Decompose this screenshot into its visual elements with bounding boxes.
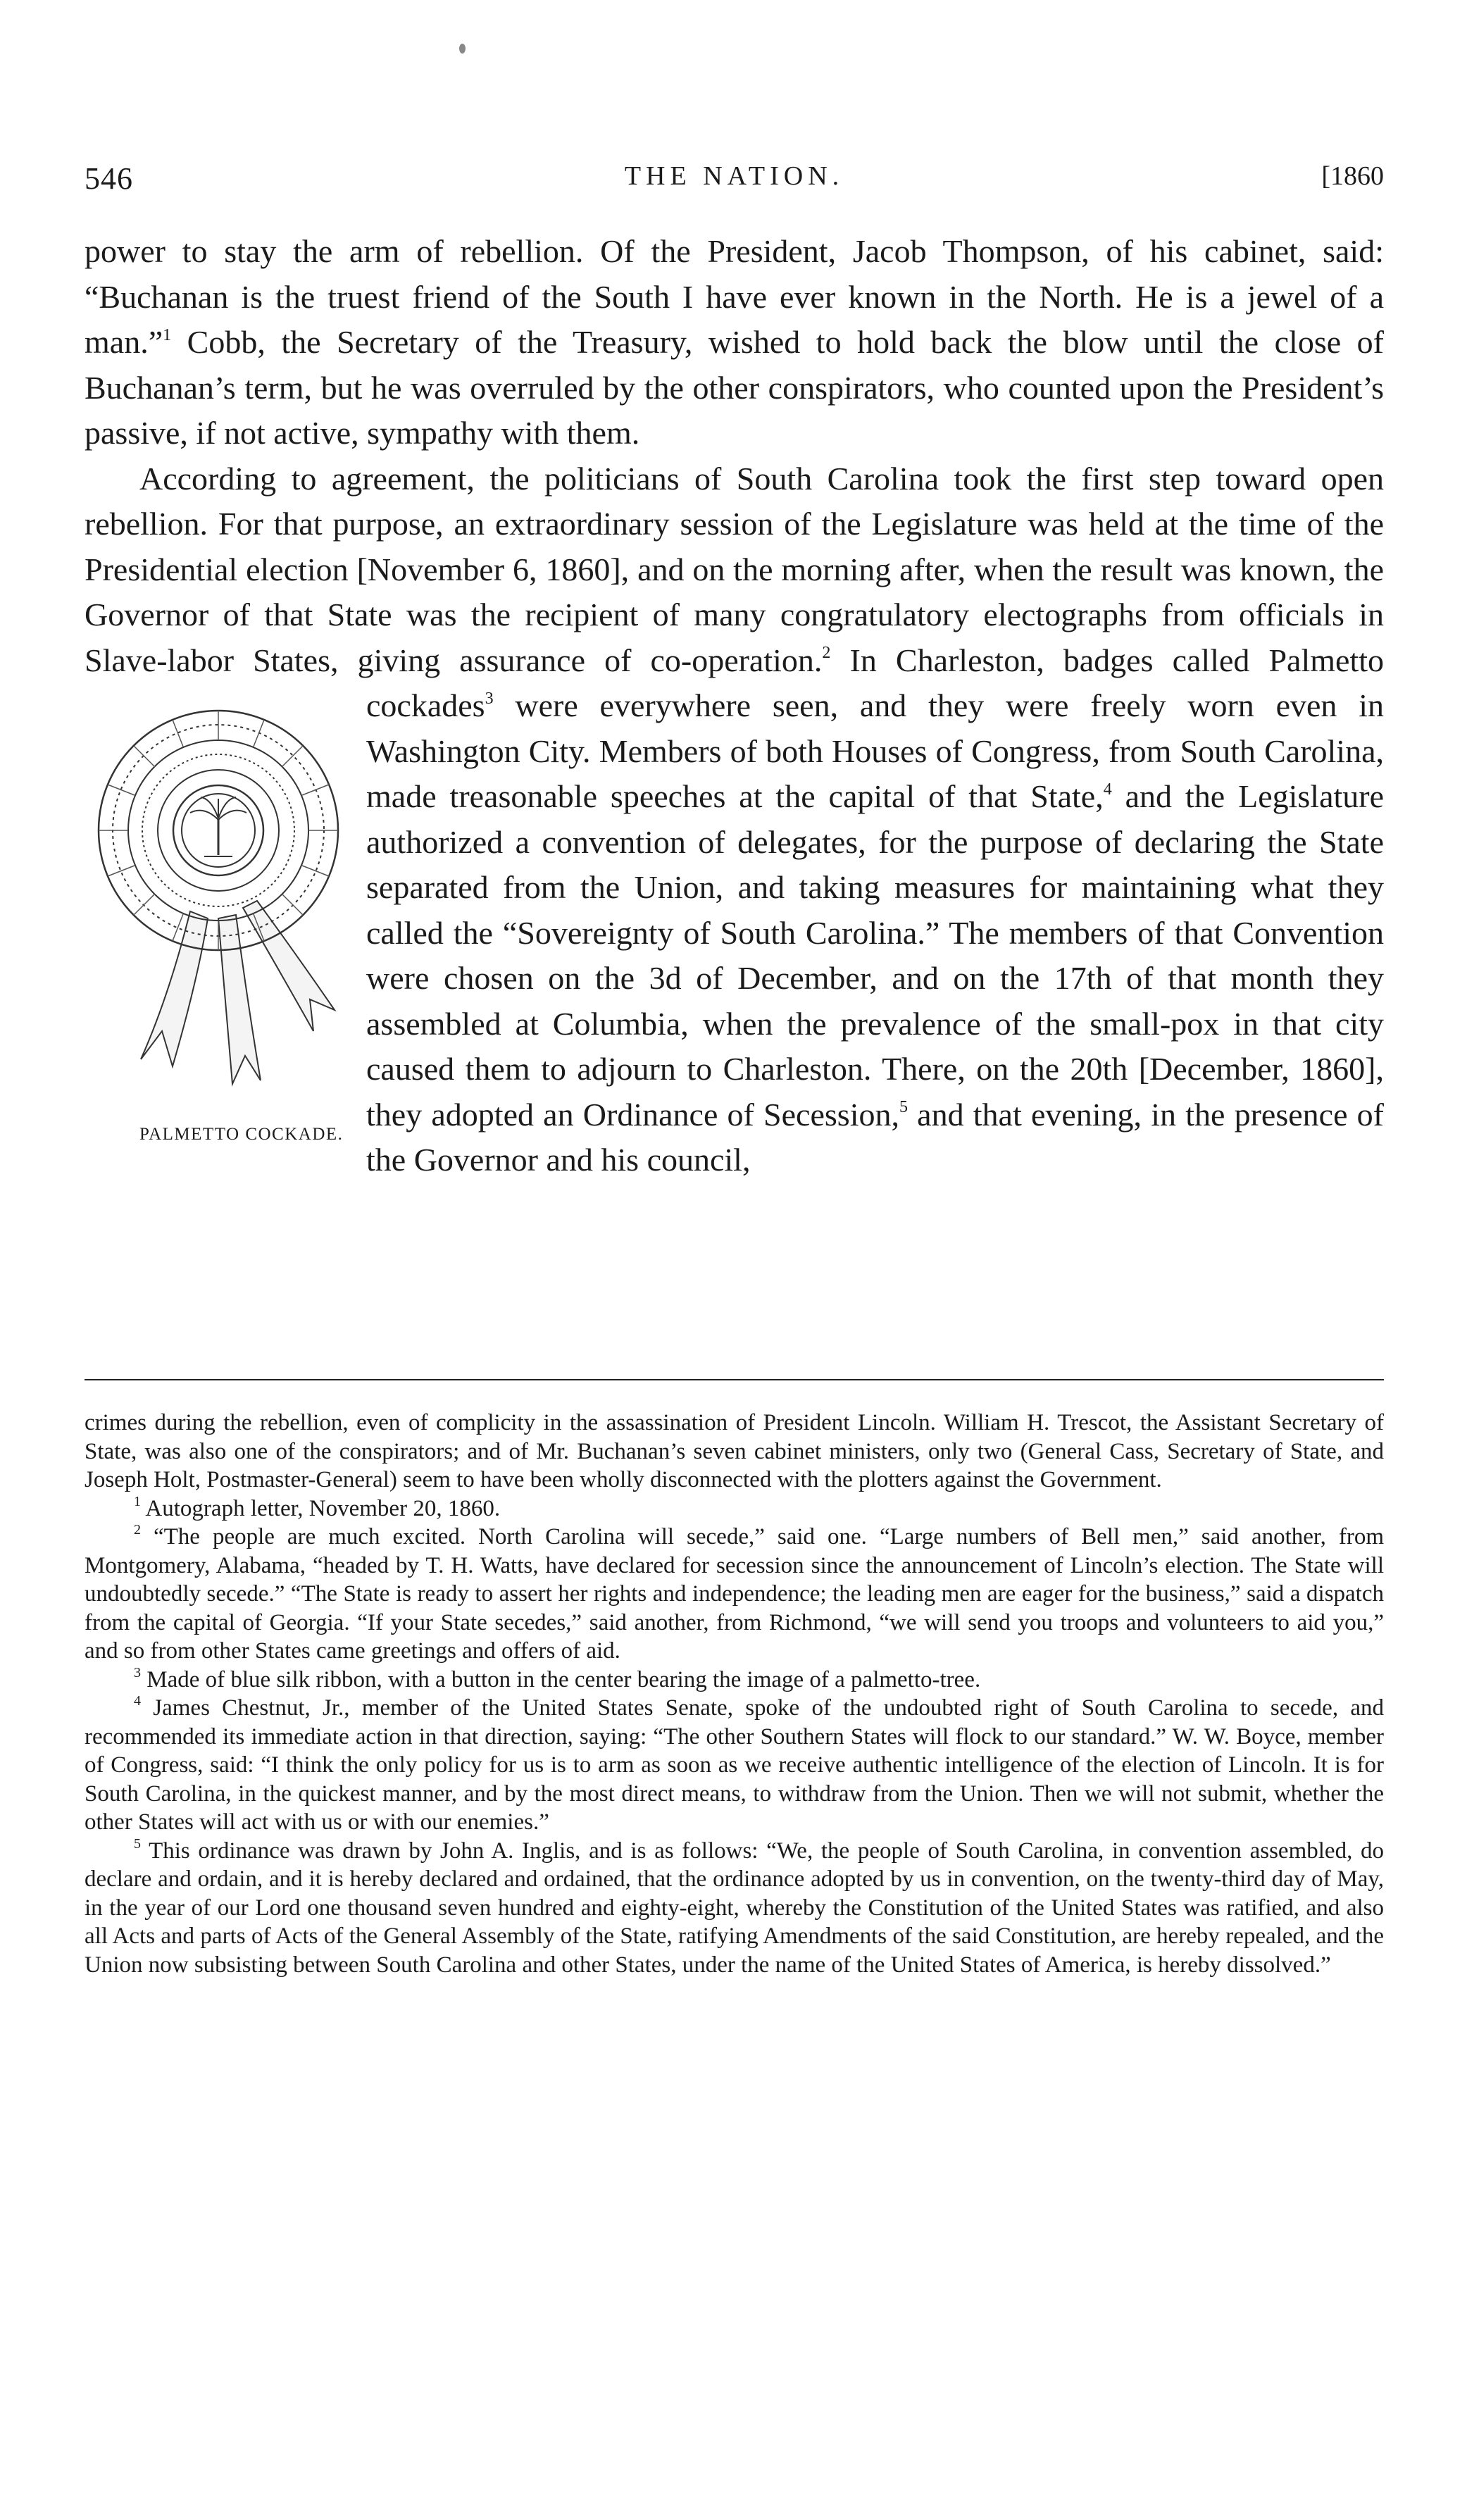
footnotes bbox=[85, 1409, 1384, 1979]
footnote-ref-2: 2 bbox=[822, 644, 831, 663]
paragraph-2: According to agreement, the politicians of South Carolina took the first step toward open rebellion. For that purpose, an extraordinary session of the Legislature was held at the time of the Presidential election [November 6, 1860], and on the morning after, when the result was known, the Governor of that State was the recipient of many congratulatory electographs from officials in Slave-labor States, giving assurance of co-operation.$^2$ In Charleston, badges called Palmetto cockades$^3$ PALMETTO COCKADE. were everywhere seen, and they were freely worn even in Washington City. Members of both Houses of Congress, from South Carolina, made treasonable speeches at the capital of that State,$^4$ and the Legislature authorized a convention of delegates, for the purpose of declaring the State separated from the Union, and taking measures for maintaining what they called the “Sovereignty of South Carolina.” The members of that Convention were chosen on the 3d of December, and on the 17th of that month they assembled at Columbia, when the prevalence of the small-pox in that city caused them to adjourn to Charleston. There, on the 20th [December, 1860], they adopted an Ordinance of Secession,$^5$ and that evening, in the presence of the Governor and his council, bbox=[85, 460, 1385, 1178]
figure-caption: PALMETTO COCKADE. bbox=[139, 1125, 344, 1144]
footnote-ref-1: 1 bbox=[163, 325, 172, 344]
ink-speck bbox=[459, 44, 466, 54]
running-title: THE NATION. bbox=[624, 161, 844, 191]
footnote-5: $^5$ This ordinance was drawn by John A. Inglis, and is as follows: “We, the people of South Carolina, in convention assembled, do declare and ordain, and it is hereby declared and ordained, that the ordinance adopted by us in convention, on the twenty-third day of May, in the year of our Lord one thousand seven hundred and eighty-eight, whereby the Constitution of the United States was ratified, and also all Acts and parts of Acts of the General Assembly of the State, ratifying Amendments of the said Constitution, are hereby repealed, and the Union now subsisting between South Carolina and other States, under the name of the United States of America, is hereby dissolved.” bbox=[85, 1835, 1384, 1978]
page-number: 546 bbox=[85, 161, 133, 196]
footnote-continued: crimes during the rebellion, even of complicity in the assassination of President Lincoln. William H. Trescot, the Assistant Secretary of State, was also one of the conspirators; and of Mr. Buchanan’s seven cabinet ministers, only two (General Cass, Secretary of State, and Joseph Holt, Postmaster-General) seem to have been wholly disconnected with the plotters against the Government. bbox=[85, 1410, 1384, 1492]
running-header bbox=[85, 161, 1384, 203]
main-text bbox=[85, 229, 1384, 1183]
footnote-4: $^4$ James Chestnut, Jr., member of the United States Senate, spoke of the undoubted right of South Carolina to secede, and recommended its immediate action in that direction, saying: “The other Southern States will flock to our standard.” W. W. Boyce, member of Congress, said: “I think the only policy for us is to arm as soon as we receive authentic intelligence of the election of Lincoln. It is for South Carolina, in the quickest manner, and by the most direct means, to withdraw from the Union. Then we will not submit, whether the other States will act with us or with our enemies.” bbox=[85, 1693, 1384, 1835]
palmetto-cockade-icon bbox=[85, 700, 352, 1094]
footnote-ref-4: 4 bbox=[1103, 780, 1112, 799]
paragraph-1: power to stay the arm of rebellion. Of the President, Jacob Thompson, of his cabinet, said: “Buchanan is the truest friend of the South I have ever known in the North. He is a jewel of a man.”$^1$ Cobb, the Secretary of the Treasury, wished to hold back the blow until the close of Buchanan’s term, but he was overruled by the other conspirators, who counted upon the President’s passive, if not active, sympathy with them. bbox=[85, 233, 1384, 451]
footnote-divider bbox=[85, 1379, 1384, 1380]
palmetto-cockade-figure bbox=[85, 700, 366, 1151]
footnote-2: $^2$ “The people are much excited. North Carolina will secede,” said one. “Large numbers of Bell men,” said another, from Montgomery, Alabama, “headed by T. H. Watts, have declared for secession since the announcement of Lincoln’s election. The State will undoubtedly secede.” “The State is ready to assert her rights and independence; the leading men are eager for the business,” said a dispatch from the capital of Georgia. “If your State secedes,” said another, from Richmond, “we will send you troops and volunteers to aid you,” and so from other States came greetings and offers of aid. bbox=[85, 1522, 1384, 1664]
footnote-1: $^1$ Autograph letter, November 20, 1860. bbox=[134, 1493, 501, 1521]
running-year: [1860 bbox=[1321, 161, 1384, 191]
footnote-ref-5: 5 bbox=[899, 1098, 908, 1117]
footnote-ref-3: 3 bbox=[485, 689, 494, 708]
footnote-3: $^3$ Made of blue silk ribbon, with a button in the center bearing the image of a palmetto-tree. bbox=[134, 1664, 981, 1692]
